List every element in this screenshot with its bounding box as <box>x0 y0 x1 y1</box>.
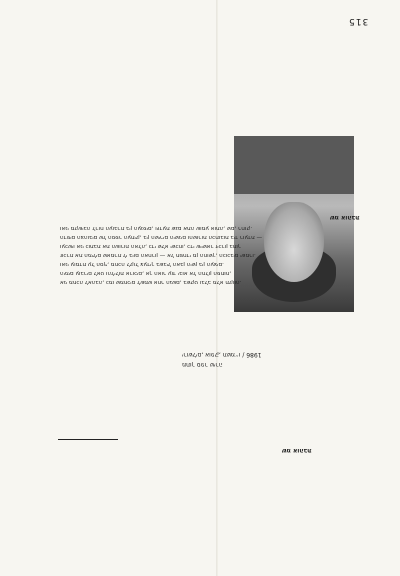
heading: שמ אוהבת <box>282 447 312 454</box>
paragraph-line: ואני מקשיבה לרוח העוברת בין הענפים, ויודעת שגם אתה שומע אותה, שם, רחוק. <box>60 225 253 231</box>
caption-line-1: מתוך ספר שירה <box>182 361 223 368</box>
paragraph-line: ועכשיו אני כותבת את השורות האלה, כדי שלא ישכחו, כדי שיישאר זיכרון בתוך <box>60 243 241 249</box>
body-paragraph <box>60 223 350 286</box>
portrait-shoulder <box>234 136 354 194</box>
heading-rule <box>58 439 118 440</box>
author-name: שמ אוהבת <box>330 214 360 221</box>
page-number: 315 <box>348 16 369 26</box>
paragraph-line: אני מחכה לאהבה, כמו שמחכים לשמש אחר הגשם, בשקט ובלב מלא תקווה. <box>60 279 242 285</box>
paragraph-line: זוכרת את המילים שאמרת לי ביום האחרון — אל תפחדי מן החושך, הכוכבים ישמרו. <box>60 252 256 258</box>
caption-line-2: ירושלים, אופק, תשמ״ו / 1986 <box>182 351 262 358</box>
paragraph-line: ואני עומדת על הסף, מחכה לקול צעדיך בשביל האבן הישן בין העצים. <box>60 261 224 267</box>
paragraph-line: הדפים הצהובים של הספר העתיק, בין השירים הישנים והשורות הכתובות ביד רועדת — <box>60 234 263 240</box>
paragraph-line: הימים עוברים לאט והלילות ארוכים, אך האור עוד יבוא אל החלון הפתוח, <box>60 270 232 276</box>
